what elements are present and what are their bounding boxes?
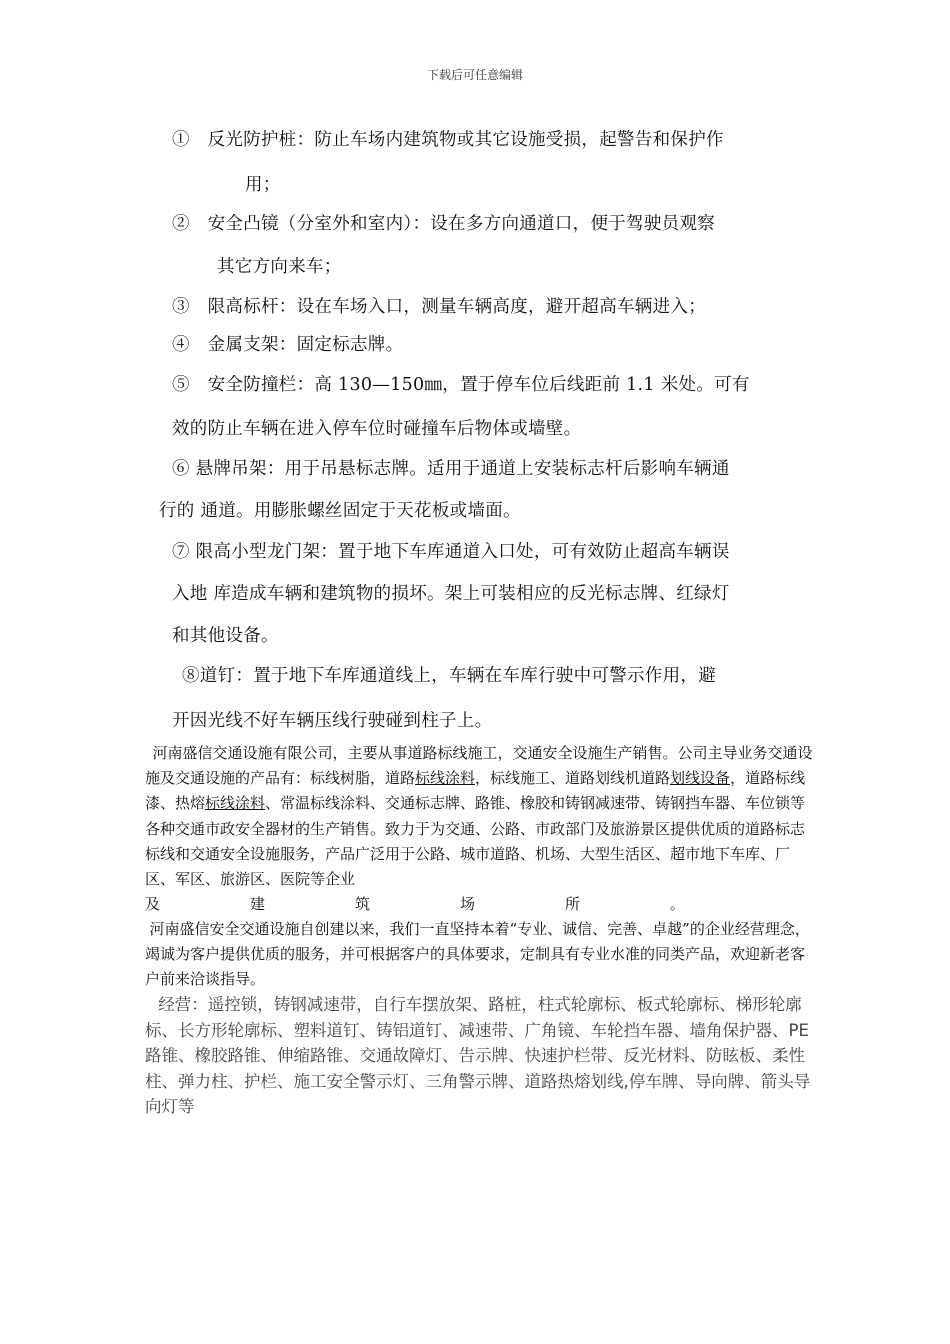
item-1-line-2: 用； bbox=[245, 175, 281, 195]
item-8-line-2: 开因光线不好车辆压线行驶碰到柱子上。 bbox=[172, 711, 493, 731]
company-intro-text-c: ，道路标线漆、热熔 bbox=[145, 769, 806, 813]
tail-char: 及 bbox=[145, 895, 161, 913]
item-2-line-2: 其它方向来车； bbox=[217, 257, 342, 277]
marking-paint-link[interactable]: 标线涂料 bbox=[415, 769, 476, 788]
tail-char: 筑 bbox=[354, 895, 370, 913]
tail-char: 建 bbox=[249, 895, 265, 913]
item-6-line-1: ⑥ 悬牌吊架：用于吊悬标志牌。适用于通道上安装标志杆后影响车辆通 bbox=[172, 459, 730, 479]
item-5-line-2: 效的防止车辆在进入停车位时碰撞车后物体或墙壁。 bbox=[172, 419, 582, 439]
item-6-line-2: 行的 通道。用膨胀螺丝固定于天花板或墙面。 bbox=[159, 501, 521, 521]
item-7-line-2: 入地 库造成车辆和建筑物的损坏。架上可装相应的反光标志牌、红绿灯 bbox=[172, 584, 730, 604]
item-4-line-1: ④ 金属支架：固定标志牌。 bbox=[172, 335, 404, 355]
tail-char: 场 bbox=[459, 895, 475, 913]
company-intro-paragraph bbox=[145, 741, 813, 892]
item-7-line-3: 和其他设备。 bbox=[172, 626, 279, 646]
company-philosophy-paragraph: 河南盛信安全交通设施自创建以来，我们一直坚持本着“专业、诚信、完善、卓越”的企业经营理念，竭诚为客户提供优质的服务，并可根据客户的具体要求，定制具有专业水准的同类产品，欢迎新老客户前来洽谈指导。 bbox=[145, 920, 810, 989]
company-intro-text-d: 、常温标线涂料、交通标志牌、路锥、橡胶和铸钢减速带、铸钢挡车器、车位锁等各种交通市政安全器材的生产销售。致力于为交通、公路、市政部门及旅游景区提供优质的道路标志标线和交通安全设施服务，产品广泛用于公路、城市道路、机场、大型生活区、超市地下车库、厂区、军区、旅游区、医院等企业 bbox=[145, 794, 806, 889]
business-scope-paragraph: 经营：遥控锁，铸钢减速带，自行车摆放架、路桩，柱式轮廓标、板式轮廓标、梯形轮廓标、长方形轮廓标、塑料道钉、铸铝道钉、减速带、广角镜、车轮挡车器、墙角保护器、PE 路锥、橡胶路锥、伸缩路锥、交通故障灯、告示牌、快速护栏带、反光材料、防眩板、柔性柱、弹力柱、护栏、施工安全警示灯、三角警示牌、道路热熔划线,停车牌、导向牌、箭头导向灯等 bbox=[145, 995, 811, 1117]
item-3-line-1: ③ 限高标杆：设在车场入口，测量车辆高度，避开超高车辆进入； bbox=[172, 297, 706, 317]
tail-char: 。 bbox=[669, 895, 685, 913]
header-note: 下载后可任意编辑 bbox=[426, 68, 523, 82]
line-marking-equipment-link[interactable]: 划线设备 bbox=[670, 769, 731, 788]
item-7-line-1: ⑦ 限高小型龙门架：置于地下车库通道入口处，可有效防止超高车辆误 bbox=[172, 542, 730, 562]
item-1-line-1: ① 反光防护桩：防止车场内建筑物或其它设施受损，起警告和保护作 bbox=[172, 130, 724, 150]
hot-melt-paint-link[interactable]: 标线涂料 bbox=[205, 794, 266, 813]
company-intro-text-a: 河南盛信交通设施有限公司，主要从事道路标线施工，交通安全设施生产销售。公司主导业务交通设施及交通设施的产品有：标线树脂，道路 bbox=[145, 744, 813, 788]
item-2-line-1: ② 安全凸镜（分室外和室内）：设在多方向通道口，便于驾驶员观察 bbox=[172, 214, 716, 234]
item-5-line-1: ⑤ 安全防撞栏：高 130—150㎜，置于停车位后线距前 1.1 米处。可有 bbox=[172, 375, 750, 395]
tail-char: 所 bbox=[564, 895, 580, 913]
company-intro-tail bbox=[145, 892, 813, 917]
item-8-line-1: ⑧道钉：置于地下车库通道线上，车辆在车库行驶中可警示作用，避 bbox=[182, 666, 716, 686]
company-intro-text-b: ，标线施工、道路划线机道路 bbox=[475, 769, 671, 788]
